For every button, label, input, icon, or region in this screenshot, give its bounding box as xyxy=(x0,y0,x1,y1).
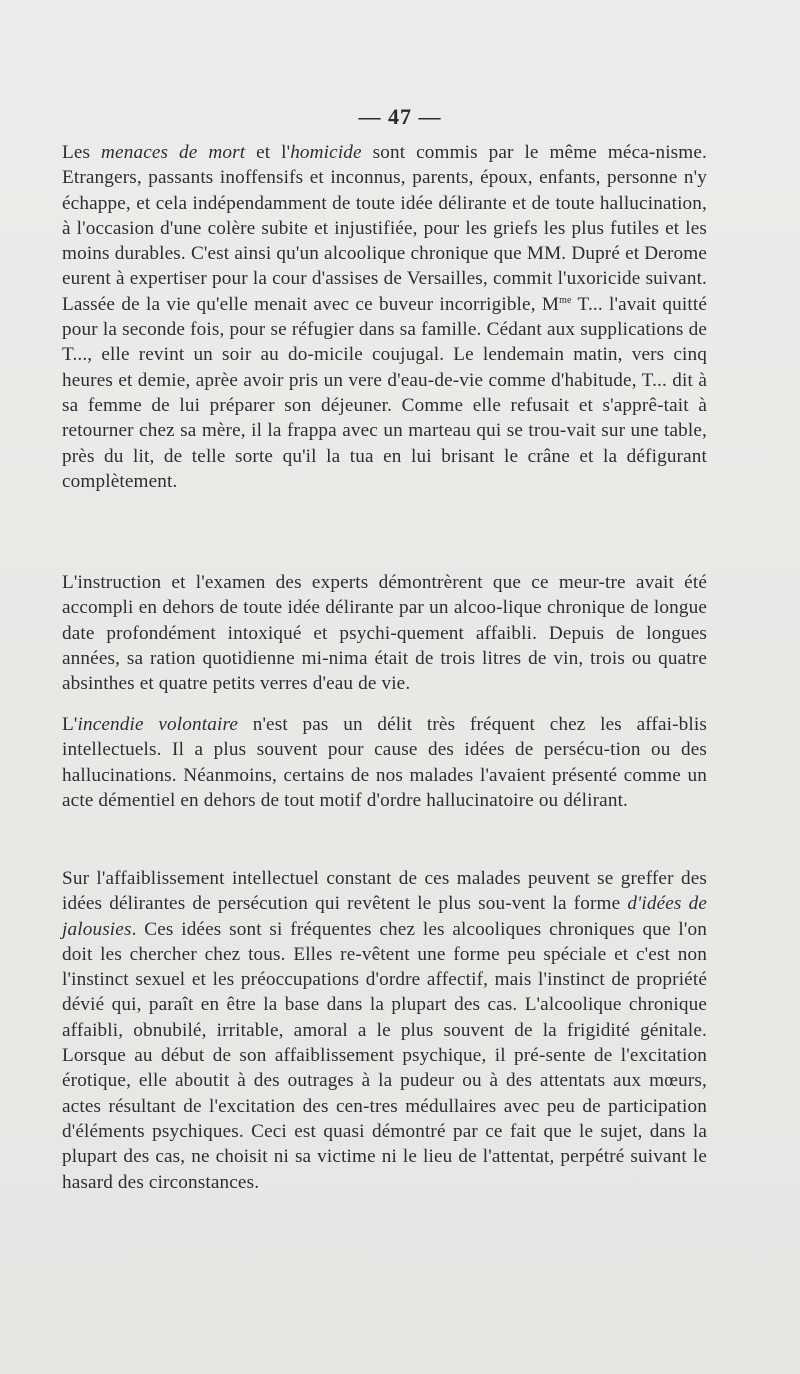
text-run: Sur l'affaiblissement intellectuel constant de ces malades peuvent se greffer des idées délirantes de persécution qui revêtent le plus sou-vent la forme xyxy=(62,868,707,915)
text-run: n'est pas un délit très fréquent chez les affai-blis intellectuels. Il a plus souvent pour cause des idées de persécu-tion ou des hallucinations. Néanmoins, certains de nos malades l'avaient présenté comme un acte démentiel en dehors de tout motif d'ordre hallucinatoire ou délirant. xyxy=(62,714,707,811)
text-run: L' xyxy=(62,714,78,735)
paragraph-instruction-experts xyxy=(62,570,707,696)
paragraph-text xyxy=(62,712,707,813)
text-run: sont commis par le même méca-nisme. Etrangers, passants inoffensifs et inconnus, parents, époux, enfants, personne n'y échappe, et cela indépendamment de toute idée délirante et de toute hallucination, à l'occasion d'une colère subite et injustifiée, pour les griefs les plus futiles et les moins durables. C'est ainsi qu'un alcoolique chronique que MM. Dupré et Derome eurent à expertiser pour la cour d'assises de Versailles, commit l'uxoricide suivant. Lassée de la vie qu'elle menait avec ce buveur incorrigible, M xyxy=(62,142,707,315)
paragraph-menaces-homicide xyxy=(62,140,707,494)
paragraph-text xyxy=(62,866,707,1195)
paragraph-idees-jalousies xyxy=(62,866,707,1195)
italic-run: menaces de mort xyxy=(101,142,246,163)
text-run: . Ces idées sont si fréquentes chez les alcooliques chroniques que l'on doit les chercher chez tous. Elles re-vêtent une forme peu spéciale et c'est non l'instinct sexuel et les préoccupations d'ordre affectif, mais l'instinct de propriété dévié qui, paraît en être la base dans la plupart des cas. L'alcoolique chronique affaibli, obnubilé, irritable, amoral a le plus souvent de la frigidité génitale. Lorsque au début de son affaiblissement psychique, il pré-sente de l'excitation érotique, elle aboutit à des outrages à la pudeur ou à des attentats aux mœurs, actes résultant de l'excitation des cen-tres médullaires avec peu de participation d'éléments psychiques. Ceci est quasi démontré par ce fait que le sujet, dans la plupart des cas, ne choisit ni sa victime ni le lieu de l'attentat, perpétré suivant le hasard des circonstances. xyxy=(62,918,707,1193)
italic-run: incendie volontaire xyxy=(77,714,239,735)
text-run: T... l'avait quitté pour la seconde fois, pour se réfugier dans sa famille. Cédant aux supplications de T..., elle revint un soir au do-micile coujugal. Le lendemain matin, vers cinq heures et demie, aprèe avoir pris un vere d'eau-de-vie comme d'habitude, T... dit à sa femme de lui préparer son déjeuner. Comme elle refusait et s'apprê-tait à retourner chez sa mère, il la frappa avec un marteau qui se trou-vait sur une table, près du lit, de telle sorte qu'il la tua en lui brisant le crâne et la défigurant complètement. xyxy=(62,293,707,492)
text-run: et l' xyxy=(245,142,291,163)
text-run: Les xyxy=(62,142,102,163)
paragraph-text xyxy=(62,570,707,696)
italic-run: homicide xyxy=(290,142,362,163)
paragraph-incendie-volontaire xyxy=(62,712,707,813)
paragraph-text xyxy=(62,140,707,494)
page-number: — 47 — xyxy=(358,104,442,129)
text-run: L'instruction et l'examen des experts démontrèrent que ce meur-tre avait été accompli en dehors de toute idée délirante par un alcoo-lique chronique de longue date profondément intoxiqué et psychi-quement affaibli. Depuis de longues années, sa ration quotidienne mi-nima était de trois litres de vin, trois ou quatre absinthes et quatre petits verres d'eau de vie. xyxy=(62,572,707,695)
superscript-run: me xyxy=(559,294,572,306)
italic-run: d'idées de jalousies xyxy=(62,893,708,940)
